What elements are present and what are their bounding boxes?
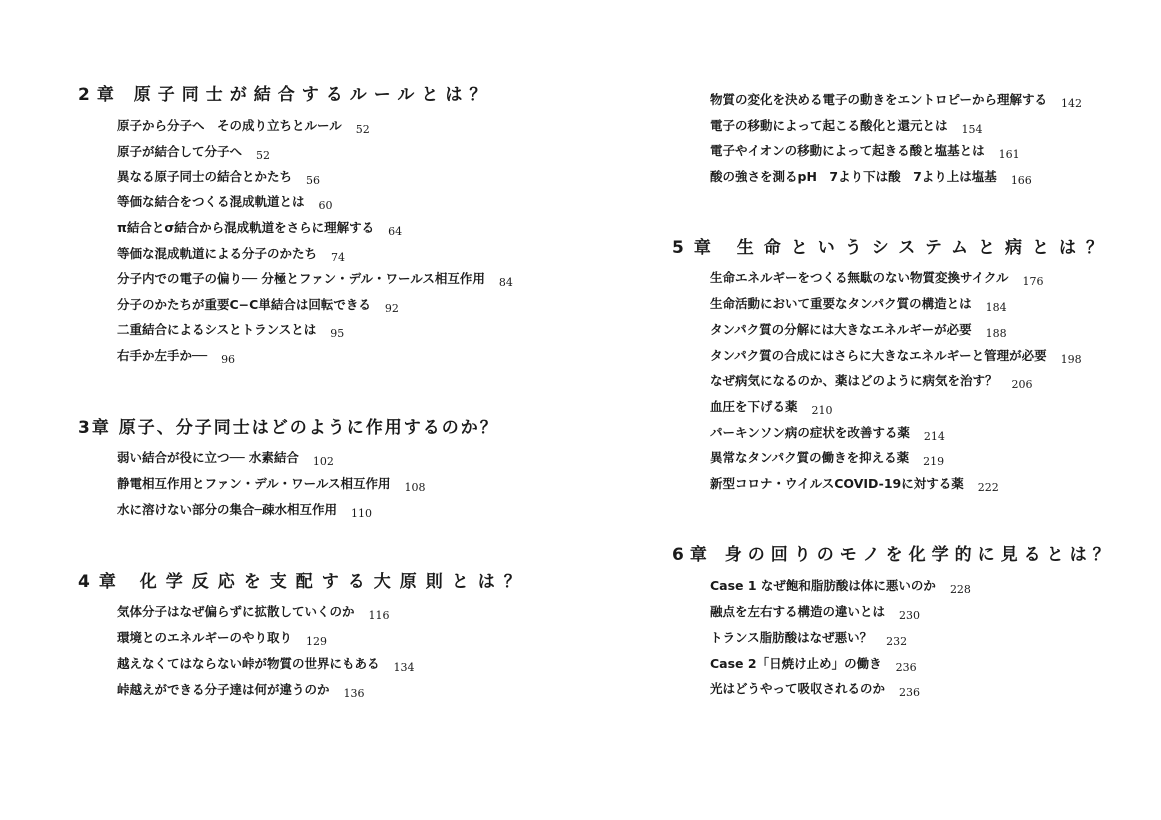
chapter-title: 4章 化学反応を支配する大原則とは？: [78, 572, 530, 592]
entry-text: Case 2「日焼け止め」の働き: [710, 656, 882, 671]
page-number: 236: [899, 686, 921, 699]
entry-text: 環境とのエネルギーのやり取り: [117, 630, 293, 645]
toc-entry[interactable]: [117, 218, 402, 236]
entry-text: トランス脂肪酸はなぜ悪い？: [710, 630, 873, 645]
toc-entry[interactable]: [710, 90, 1082, 108]
page-number: 161: [998, 148, 1020, 161]
entry-text: 静電相互作用とファン・デル・ワールス相互作用: [117, 476, 391, 491]
entry-text: 分子内での電子の偏り── 分極とファン・デル・ワールス相互作用: [117, 271, 485, 286]
toc-entry[interactable]: [117, 500, 372, 518]
page-number: 108: [404, 481, 426, 494]
toc-entry[interactable]: [710, 602, 920, 620]
page-number: 222: [977, 481, 999, 494]
toc-entry[interactable]: [117, 142, 270, 160]
entry-text: 等価な結合をつくる混成軌道とは: [117, 194, 305, 209]
page-number: 74: [331, 251, 346, 264]
entry-text: 物質の変化を決める電子の動きをエントロピーから理解する: [710, 92, 1048, 107]
page-number: 84: [498, 276, 513, 289]
entry-text: 異常なタンパク質の働きを抑える薬: [710, 450, 910, 465]
page-number: 134: [393, 661, 415, 674]
entry-text: 峠越えができる分子達は何が違うのか: [117, 682, 330, 697]
entry-text: 原子から分子へ その成り立ちとルール: [117, 118, 342, 133]
entry-text: 酸の強さを測るpH 7より下は酸 7より上は塩基: [710, 169, 997, 184]
toc-entry[interactable]: [117, 346, 235, 364]
toc-entry[interactable]: [117, 628, 327, 646]
page-number: 154: [961, 123, 983, 136]
toc-entry[interactable]: [117, 244, 345, 262]
page-number: 219: [923, 455, 945, 468]
entry-text: 水に溶けない部分の集合─疎水相互作用: [117, 502, 338, 517]
page-number: 166: [1010, 174, 1032, 187]
page-number: 232: [886, 635, 908, 648]
entry-text: 電子やイオンの移動によって起きる酸と塩基とは: [710, 143, 985, 158]
toc-entry[interactable]: [710, 167, 1032, 185]
entry-text: 生命活動において重要なタンパク質の構造とは: [710, 296, 972, 311]
entry-text: 等価な混成軌道による分子のかたち: [117, 246, 318, 261]
page-number: 92: [384, 302, 399, 315]
page-number: 176: [1022, 275, 1044, 288]
toc-entry[interactable]: [710, 397, 833, 415]
entry-text: 弱い結合が役に立つ── 水素結合: [117, 450, 299, 465]
chapter-title: 5章 生命というシステムと病とは？: [672, 238, 1114, 258]
page-number: 56: [306, 174, 321, 187]
entry-text: 新型コロナ・ウイルスCOVID-19に対する薬: [710, 476, 964, 491]
page-number: 52: [256, 149, 271, 162]
toc-entry[interactable]: [117, 295, 399, 313]
entry-text: 電子の移動によって起こる酸化と還元とは: [710, 118, 948, 133]
toc-entry[interactable]: [117, 448, 334, 466]
page-number: 230: [899, 609, 921, 622]
chapter-title: 2章 原子同士が結合するルールとは？: [78, 85, 494, 105]
entry-text: 原子が結合して分子へ: [117, 144, 243, 159]
entry-text: パーキンソン病の症状を改善する薬: [710, 425, 910, 440]
page-number: 210: [811, 404, 833, 417]
page-number: 206: [1011, 378, 1033, 391]
toc-entry[interactable]: [117, 680, 365, 698]
toc-entry[interactable]: [710, 628, 907, 646]
toc-entry[interactable]: [117, 654, 415, 672]
page-number: 136: [343, 687, 365, 700]
page-number: 214: [923, 430, 945, 443]
entry-text: 越えなくてはならない峠が物質の世界にもある: [117, 656, 380, 671]
toc-entry[interactable]: [117, 474, 426, 492]
toc-entry[interactable]: [117, 192, 333, 210]
toc-entry[interactable]: [117, 269, 513, 287]
page-number: 188: [985, 327, 1007, 340]
entry-text: タンパク質の分解には大きなエネルギーが必要: [710, 322, 972, 337]
entry-text: 異なる原子同士の結合とかたち: [117, 169, 293, 184]
page-number: 95: [330, 327, 345, 340]
entry-text: 二重結合によるシスとトランスとは: [117, 322, 317, 337]
entry-text: タンパク質の合成にはさらに大きなエネルギーと管理が必要: [710, 348, 1047, 363]
toc-entry[interactable]: [710, 116, 983, 134]
page-number: 60: [318, 199, 333, 212]
entry-text: Case 1 なぜ飽和脂肪酸は体に悪いのか: [710, 578, 936, 593]
chapter-title: 6章 身の回りのモノを化学的に見るとは？: [672, 545, 1116, 565]
page-number: 129: [306, 635, 328, 648]
toc-entry[interactable]: [710, 679, 920, 697]
page-number: 236: [895, 661, 917, 674]
toc-entry[interactable]: [117, 602, 390, 620]
page-number: 116: [368, 609, 390, 622]
toc-entry[interactable]: [710, 474, 999, 492]
chapter-title: 3章 原子、分子同士はどのように作用するのか？: [78, 418, 499, 438]
page-number: 52: [355, 123, 370, 136]
toc-entry[interactable]: [710, 294, 1007, 312]
page-number: 102: [312, 455, 334, 468]
page-number: 184: [985, 301, 1007, 314]
page-number: 142: [1061, 97, 1083, 110]
page-number: 228: [949, 583, 971, 596]
toc-entry[interactable]: [710, 141, 1020, 159]
toc-entry[interactable]: [710, 320, 1007, 338]
page-number: 96: [221, 353, 236, 366]
toc-entry[interactable]: [117, 167, 320, 185]
entry-text: 融点を左右する構造の違いとは: [710, 604, 886, 619]
entry-text: 光はどうやって吸収されるのか: [710, 681, 886, 696]
page-number: 110: [351, 507, 373, 520]
entry-text: なぜ病気になるのか、薬はどのように病気を治す？: [710, 373, 998, 388]
toc-entry[interactable]: [710, 448, 944, 466]
toc-entry[interactable]: [710, 423, 945, 441]
page-number: 198: [1060, 353, 1082, 366]
toc-entry[interactable]: [710, 576, 971, 594]
entry-text: π結合とσ結合から混成軌道をさらに理解する: [117, 220, 375, 235]
entry-text: 右手か左手か──: [117, 348, 208, 363]
toc-entry[interactable]: [710, 371, 1033, 389]
entry-text: 生命エネルギーをつくる無駄のない物質変換サイクル: [710, 270, 1009, 285]
toc-entry[interactable]: [710, 268, 1044, 286]
entry-text: 気体分子はなぜ偏らずに拡散していくのか: [117, 604, 355, 619]
entry-text: 分子のかたちが重要C−C単結合は回転できる: [117, 297, 371, 312]
toc-entry[interactable]: [117, 320, 344, 338]
page-number: 64: [388, 225, 403, 238]
toc-entry[interactable]: [710, 346, 1082, 364]
toc-entry[interactable]: [117, 116, 370, 134]
entry-text: 血圧を下げる薬: [710, 399, 798, 414]
toc-entry[interactable]: [710, 654, 917, 672]
